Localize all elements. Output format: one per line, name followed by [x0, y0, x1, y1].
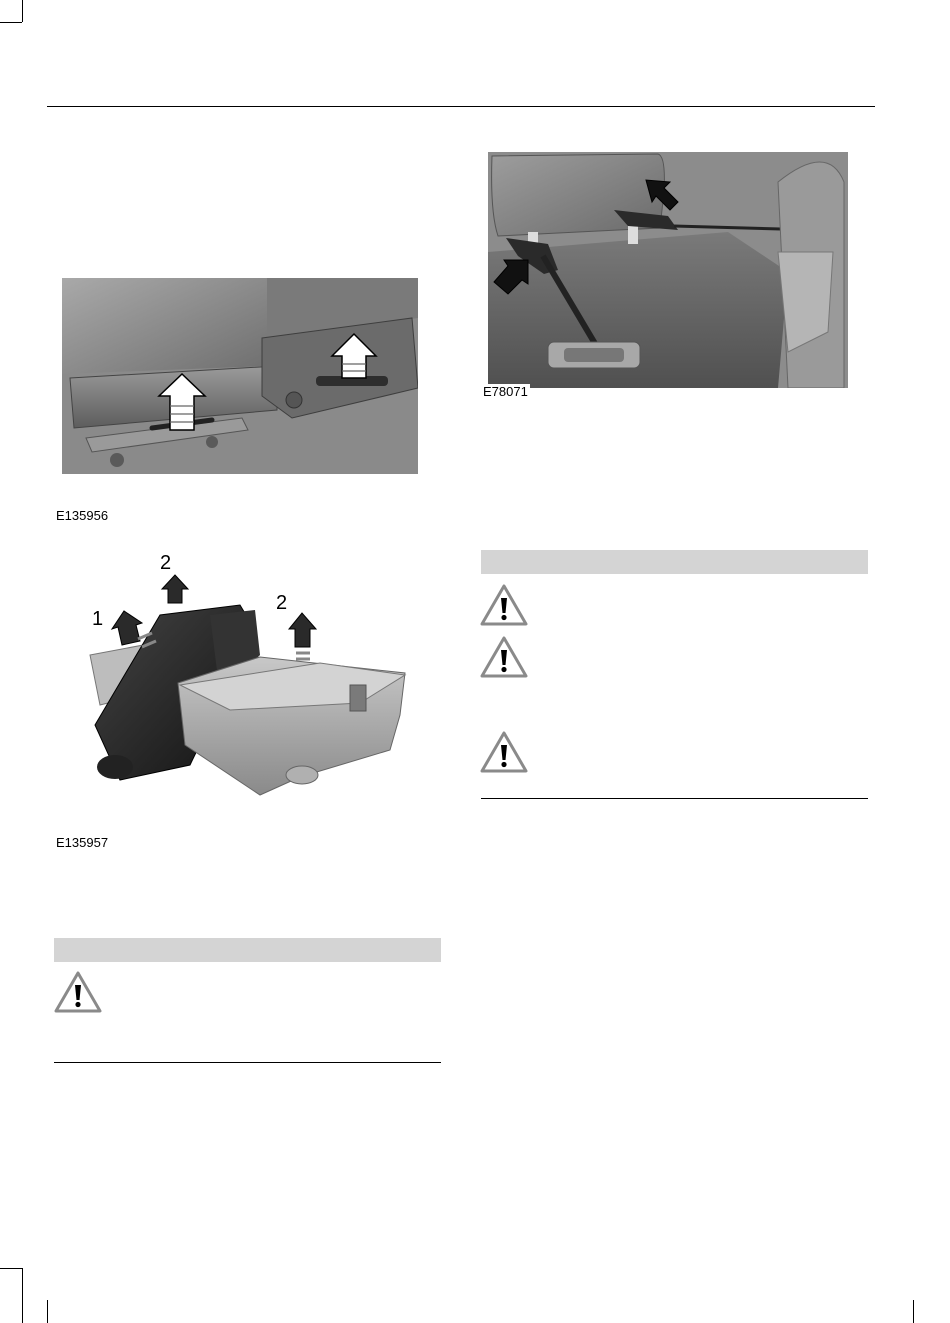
callout-1: 1 [92, 608, 104, 630]
callout-2-left: 2 [160, 552, 172, 574]
figure-id-e78071: E78071 [483, 384, 528, 399]
callout-2-right: 2 [276, 592, 288, 614]
warning-triangle-icon [480, 584, 528, 626]
section-heading-bar-right [481, 550, 868, 574]
warning-triangle-icon [480, 731, 528, 773]
figure-headrest-strap [488, 152, 848, 388]
section-end-rule-right [481, 798, 868, 799]
section-heading-bar-left [54, 938, 441, 962]
crop-mark-bottom-left-v [22, 1268, 23, 1323]
crop-mark-bottom-tick-right [913, 1300, 914, 1323]
section-end-rule-left [54, 1062, 441, 1063]
crop-mark-bottom-left-h [0, 1268, 22, 1269]
figure-id-e135956: E135956 [56, 508, 109, 523]
crop-mark-top-left-h [0, 22, 22, 23]
crop-mark-bottom-tick-left [47, 1300, 48, 1323]
warning-triangle-icon [480, 636, 528, 678]
header-rule [47, 106, 875, 107]
warning-triangle-icon [54, 971, 102, 1013]
figure-seat-folding [60, 545, 420, 810]
crop-mark-top-left-v [22, 0, 23, 22]
figure-id-e135957: E135957 [56, 835, 109, 850]
figure-seat-release-handles [62, 278, 418, 474]
